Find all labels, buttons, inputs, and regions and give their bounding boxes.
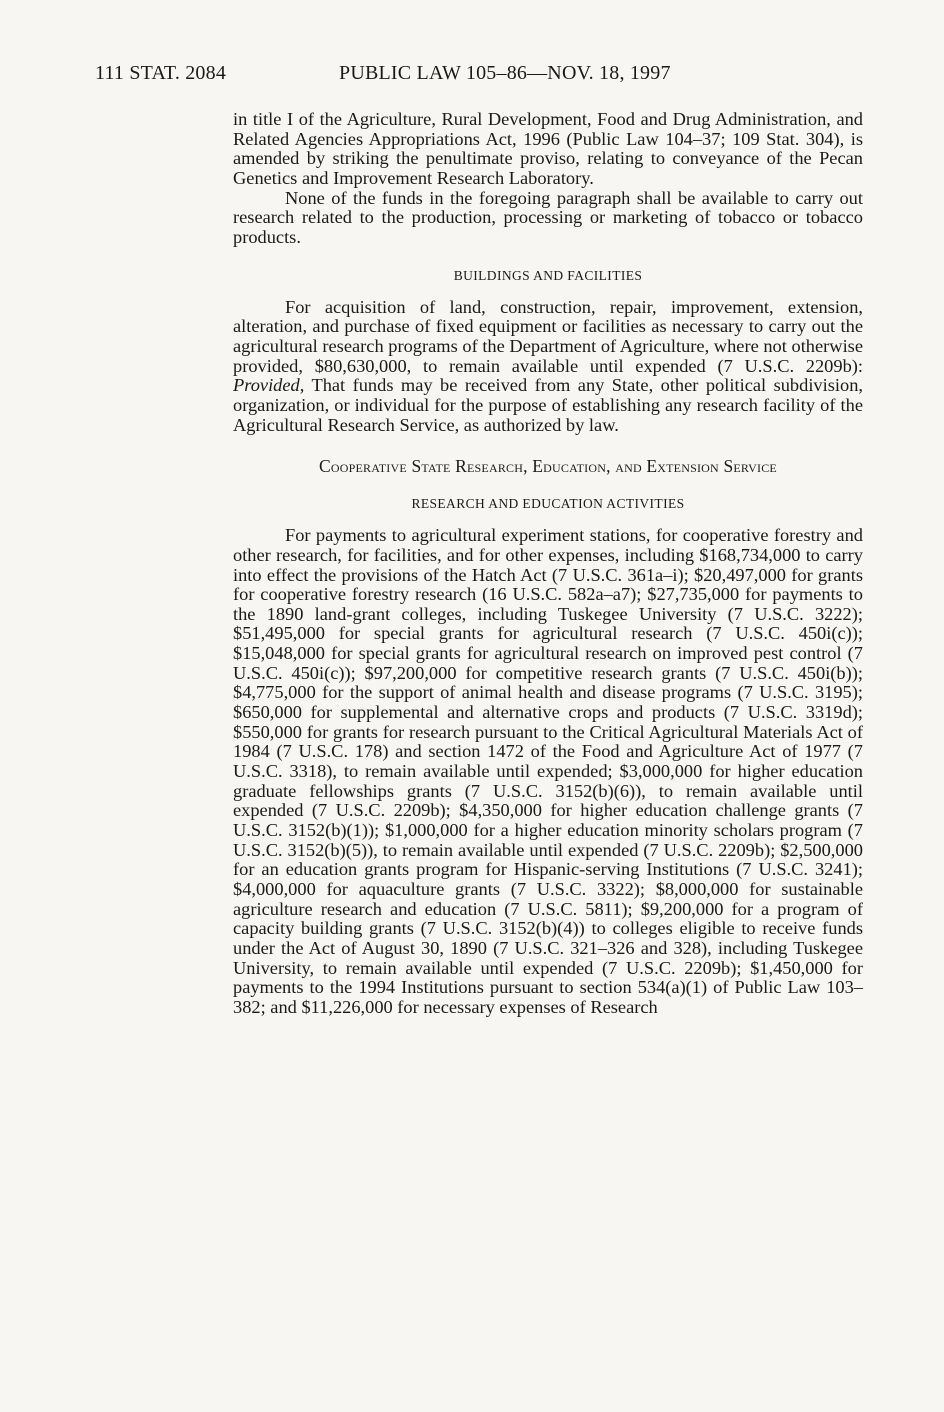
law-citation: PUBLIC LAW 105–86—NOV. 18, 1997: [339, 62, 671, 84]
buildings-text-b: , That funds may be received from any State, other political subdivision, organization, or individual for the purpose of establishing any research facility of the Agricultural Research Service, as authorized by law.: [233, 375, 863, 435]
heading-buildings: BUILDINGS AND FACILITIES: [453, 267, 643, 283]
buildings-text-a: For acquisition of land, construction, repair, improvement, extension, alteration, and purchase of fixed equipment or facilities as necessary to carry out the agricultural research programs of the Department of Agriculture, where not otherwise provided, $80,630,000, to remain available until expended (7 U.S.C. 2209b):: [233, 296, 863, 376]
paragraph-amendment: in title I of the Agriculture, Rural Development, Food and Drug Administration, and Related Agencies Appropriations Act, 1996 (Public Law 104–37; 109 Stat. 304), is amended by striking the penultimate proviso, relating to conveyance of the Pecan Genetics and Improvement Research Laboratory.: [233, 109, 863, 188]
document-body: [233, 110, 863, 1018]
proviso-italic: Provided: [233, 375, 300, 396]
paragraph-research-payments: For payments to agricultural experiment stations, for cooperative forestry and other research, for facilities, and for other expenses, including $168,734,000 to carry into effect the provisions of the Hatch Act (7 U.S.C. 361a–i); $20,497,000 for grants for cooperative forestry research (16 U.S.C. 582a–a7); $27,735,000 for payments to the 1890 land-grant colleges, including Tuskegee University (7 U.S.C. 3222); $51,495,000 for special grants for agricultural research (7 U.S.C. 450i(c)); $15,048,000 for special grants for agricultural research on improved pest control (7 U.S.C. 450i(c)); $97,200,000 for competitive research grants (7 U.S.C. 450i(b)); $4,775,000 for the support of animal health and disease programs (7 U.S.C. 3195); $650,000 for supplemental and alternative crops and products (7 U.S.C. 3319d); $550,000 for grants for research pursuant to the Critical Agricultural Materials Act of 1984 (7 U.S.C. 178) and section 1472 of the Food and Agriculture Act of 1977 (7 U.S.C. 3318), to remain available until expended; $3,000,000 for higher education graduate fellowships grants (7 U.S.C. 3152(b)(6)), to remain available until expended (7 U.S.C. 2209b); $4,350,000 for higher education challenge grants (7 U.S.C. 3152(b)(1)); $1,000,000 for a higher education minority scholars program (7 U.S.C. 3152(b)(5)), to remain available until expended (7 U.S.C. 2209b); $2,500,000 for an education grants program for Hispanic-serving Institutions (7 U.S.C. 3241); $4,000,000 for aquaculture grants (7 U.S.C. 3322); $8,000,000 for sustainable agriculture research and education (7 U.S.C. 5811); $9,200,000 for a program of capacity building grants (7 U.S.C. 3152(b)(4)) to colleges eligible to receive funds under the Act of August 30, 1890 (7 U.S.C. 321–326 and 328), including Tuskegee University, to remain available until expended (7 U.S.C. 2209b); $1,450,000 for payments to the 1994 Institutions pursuant to section 534(a)(1) of Public Law 103–382; and $11,226,000 for necessary expenses of Research: [233, 525, 863, 1017]
stat-citation: 111 STAT. 2084: [95, 62, 227, 84]
heading-csrees: Cooperative State Research, Education, and Extension Service: [319, 456, 777, 477]
paragraph-buildings: [233, 298, 863, 436]
paragraph-tobacco: None of the funds in the foregoing paragraph shall be available to carry out research related to the production, processing or marketing of tobacco or tobacco products.: [233, 187, 863, 247]
heading-research-education: RESEARCH AND EDUCATION ACTIVITIES: [411, 496, 685, 512]
